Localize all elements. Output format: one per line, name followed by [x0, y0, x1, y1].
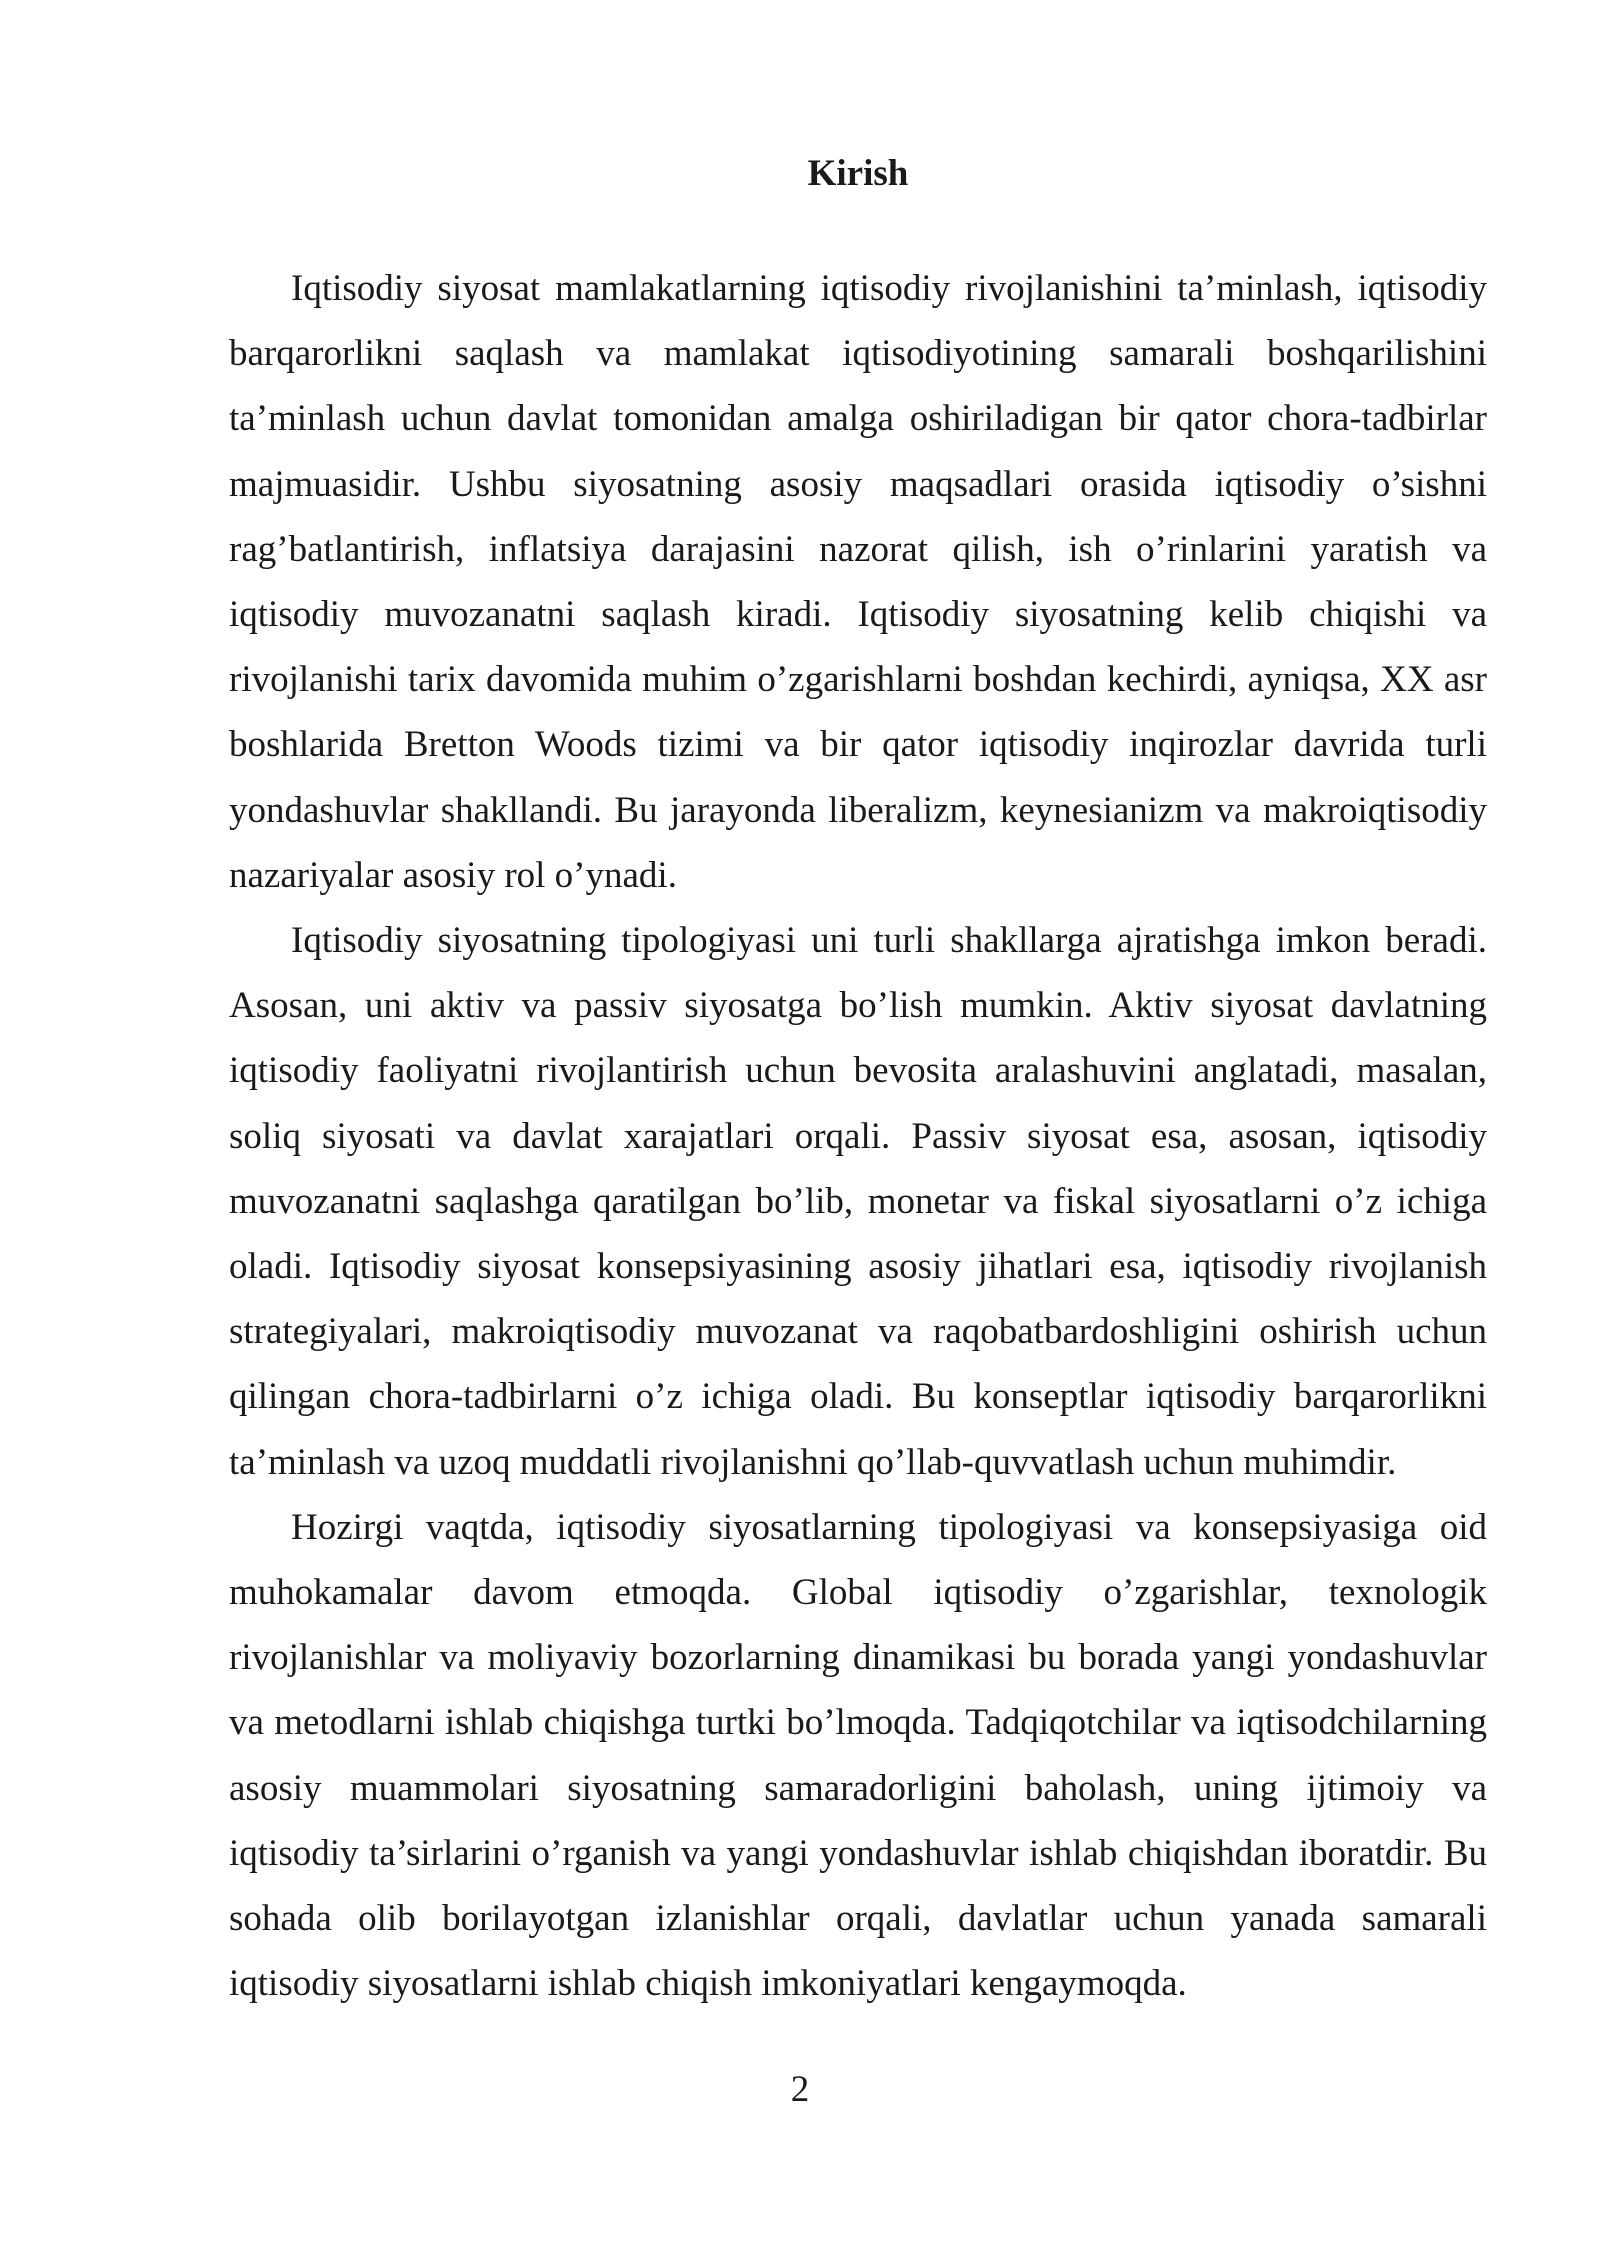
paragraph-2: Iqtisodiy siyosatning tipologiyasi uni turli shakllarga ajratishga imkon beradi. Asosan, uni aktiv va passiv siyosatga bo’lish mumkin. Aktiv siyosat davlatning iqtisodiy faoliyatni rivojlantirish uchun bevosita aralashuvini anglatadi, masalan, soliq siyosati va davlat xarajatlari orqali. Passiv siyosat esa, asosan, iqtisodiy muvozanatni saqlashga qaratilgan bo’lib, monetar va fiskal siyosatlarni o’z ichiga oladi. Iqtisodiy siyosat konsepsiyasining asosiy jihatlari esa, iqtisodiy rivojlanish strategiyalari, makroiqtisodiy muvozanat va raqobatbardoshligini oshirish uchun qilingan chora-tadbirlarni o’z ichiga oladi. Bu konseptlar iqtisodiy barqarorlikni ta’minlash va uzoq muddatli rivojlanishni qo’llab-quvvatlash uchun muhimdir.	[229, 920, 1487, 1483]
section-title: Kirish	[807, 153, 909, 194]
page-number: 2	[790, 2069, 810, 2110]
page-content	[229, 148, 1487, 2016]
body-text	[229, 256, 1487, 2016]
paragraph-3: Hozirgi vaqtda, iqtisodiy siyosatlarning tipologiyasi va konsepsiyasiga oid muhokamalar davom etmoqda. Global iqtisodiy o’zgarishlar, texnologik rivojlanishlar va moliyaviy bozorlarning dinamikasi bu borada yangi yondashuvlar va metodlarni ishlab chiqishga turtki bo’lmoqda. Tadqiqotchilar va iqtisodchilarning asosiy muammolari siyosatning samaradorligini baholash, uning ijtimoiy va iqtisodiy ta’sirlarini o’rganish va yangi yondashuvlar ishlab chiqishdan iboratdir. Bu sohada olib borilayotgan izlanishlar orqali, davlatlar uchun yanada samarali iqtisodiy siyosatlarni ishlab chiqish imkoniyatlari kengaymoqda.	[229, 1506, 1487, 2005]
paragraph-1: Iqtisodiy siyosat mamlakatlarning iqtisodiy rivojlanishini ta’minlash, iqtisodiy barqarorlikni saqlash va mamlakat iqtisodiyotining samarali boshqarilishini ta’minlash uchun davlat tomonidan amalga oshiriladigan bir qator chora-tadbirlar majmuasidir. Ushbu siyosatning asosiy maqsadlari orasida iqtisodiy o’sishni rag’batlantirish, inflatsiya darajasini nazorat qilish, ish o’rinlarini yaratish va iqtisodiy muvozanatni saqlash kiradi. Iqtisodiy siyosatning kelib chiqishi va rivojlanishi tarix davomida muhim o’zgarishlarni boshdan kechirdi, ayniqsa, XX asr boshlarida Bretton Woods tizimi va bir qator iqtisodiy inqirozlar davrida turli yondashuvlar shakllandi. Bu jarayonda liberalizm, keynesianizm va makroiqtisodiy nazariyalar asosiy rol o’ynadi.	[229, 268, 1487, 896]
